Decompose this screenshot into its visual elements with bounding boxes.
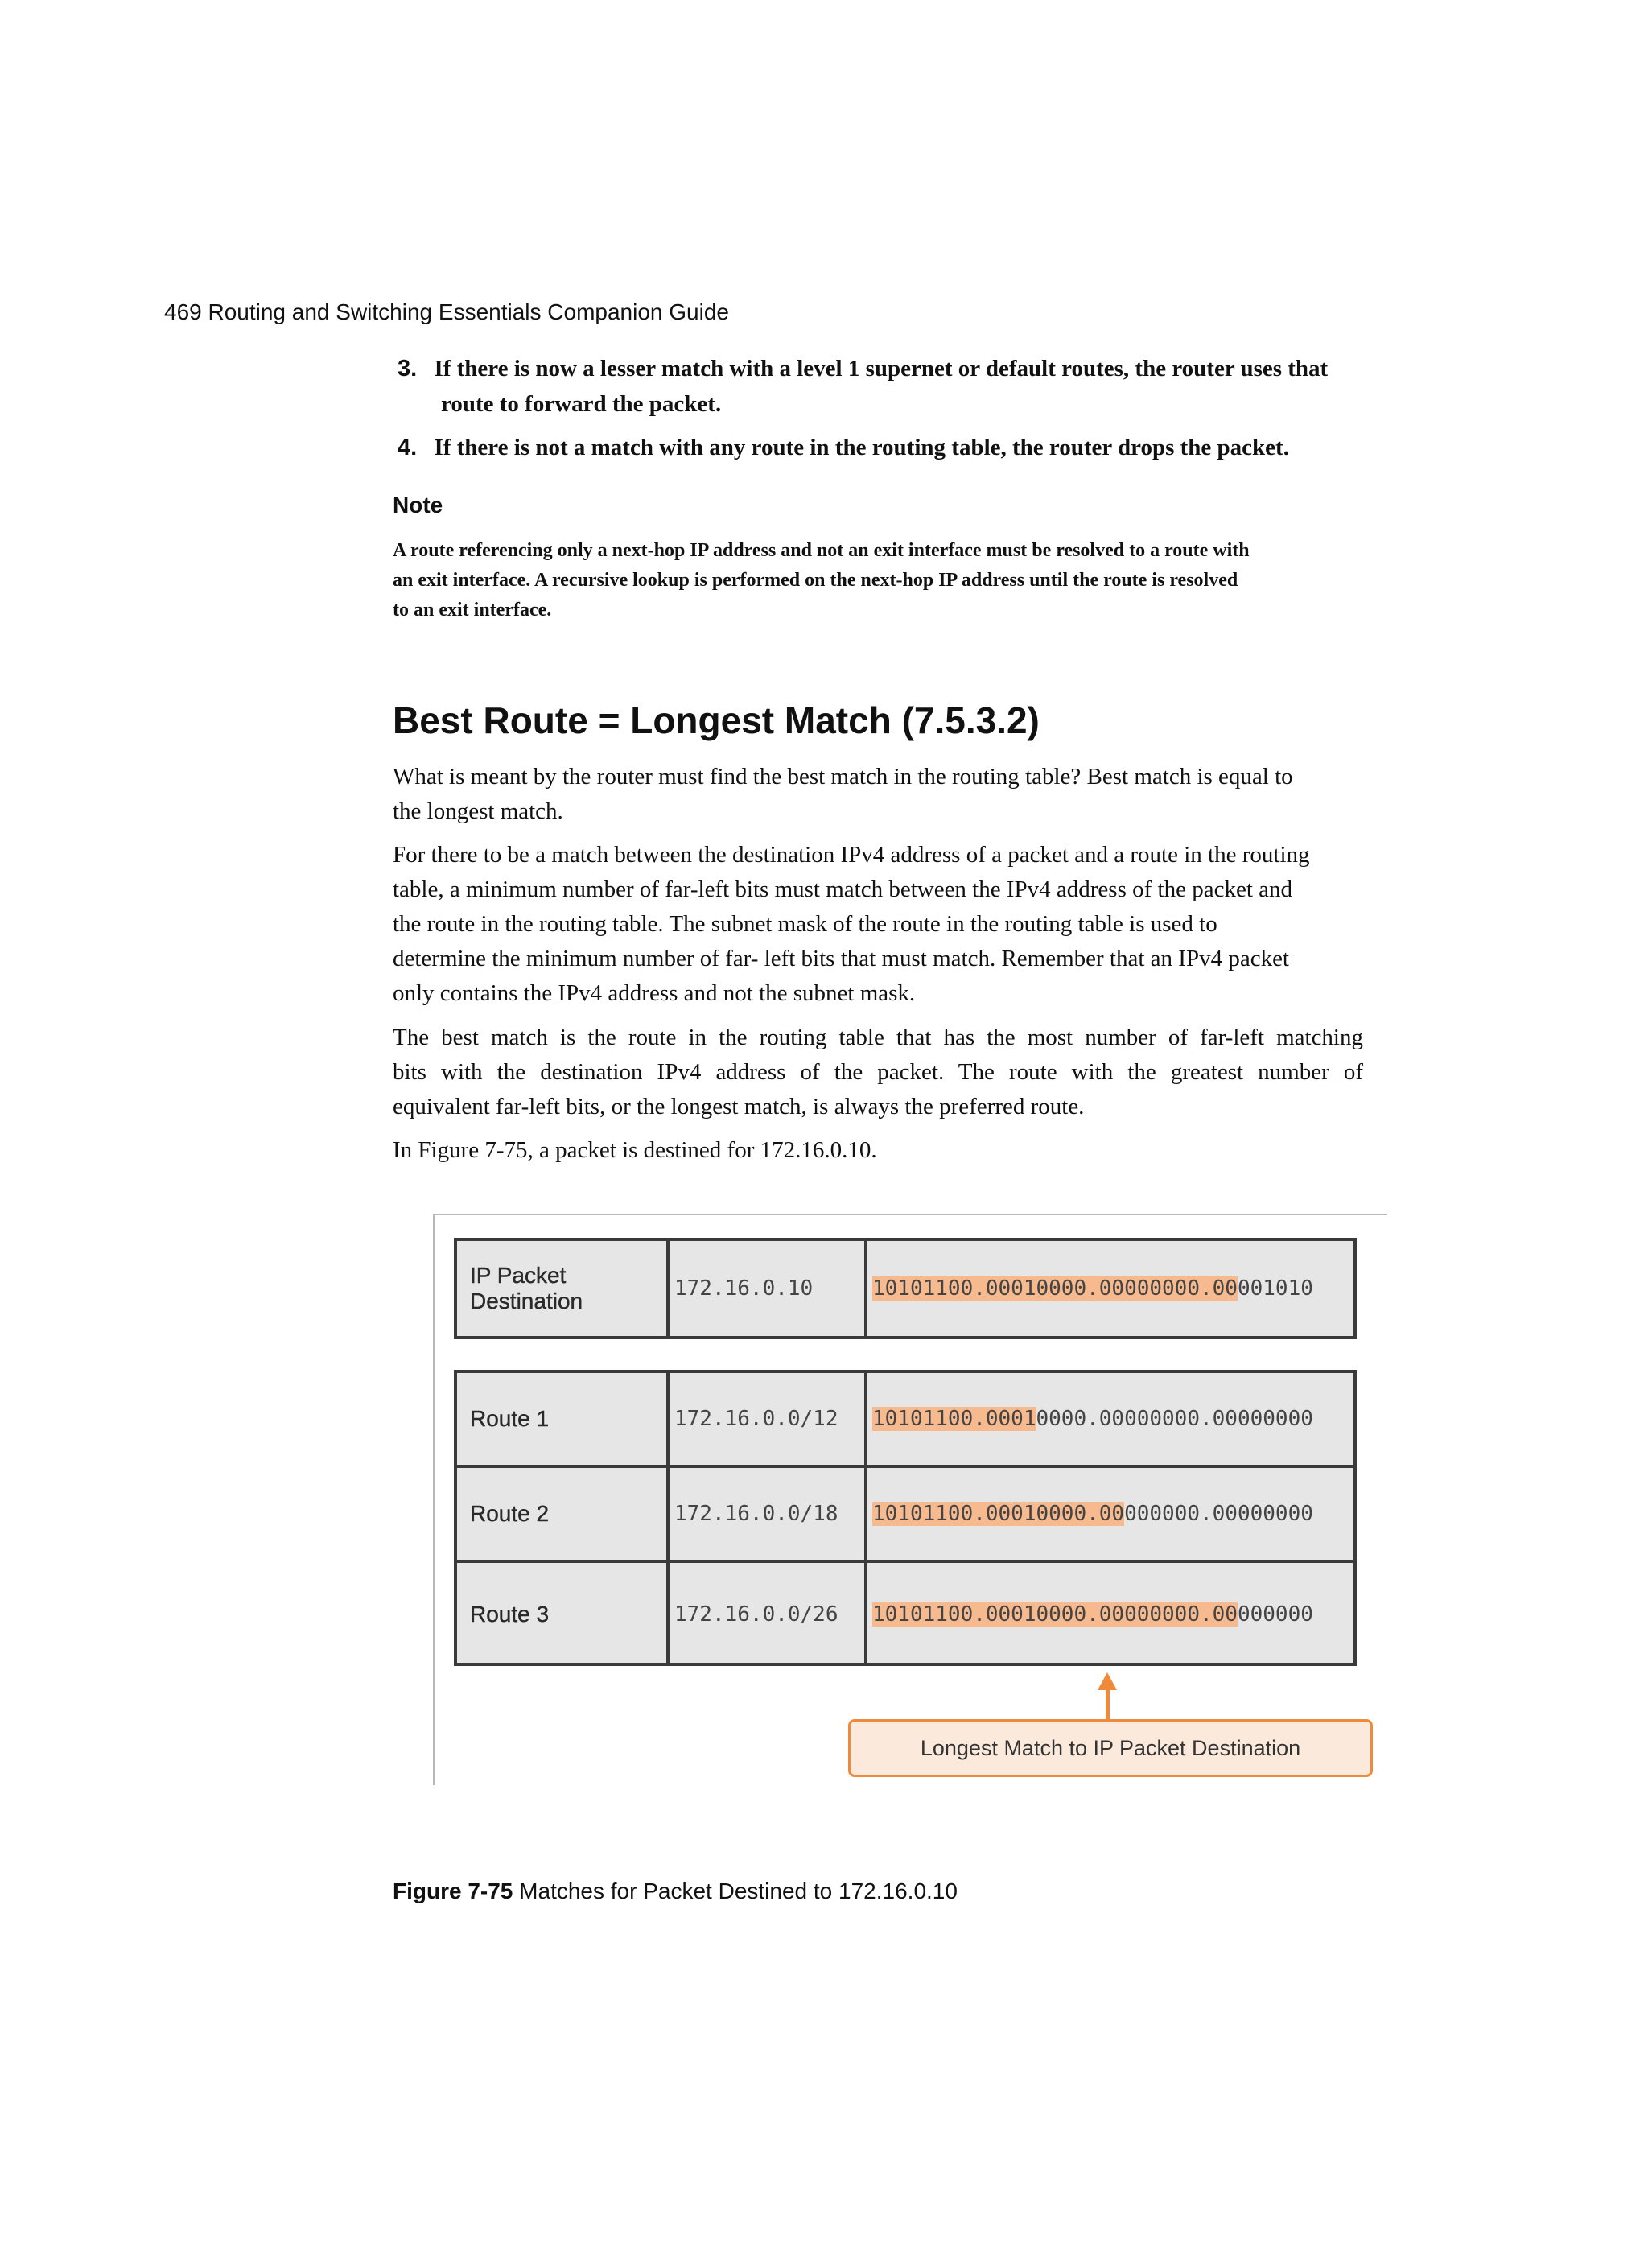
destination-label-line: IP Packet [470, 1263, 566, 1288]
route-row [457, 1373, 1353, 1465]
route-prefix: 172.16.0.0/12 [666, 1373, 864, 1465]
step-number: 4. [398, 435, 418, 460]
destination-address: 172.16.0.10 [666, 1238, 864, 1339]
step-4 [398, 430, 1289, 465]
step-3-continuation: route to forward the packet. [441, 391, 722, 417]
unmatched-bits: 000000.00000000 [1124, 1502, 1313, 1526]
matched-bits: 10101100.00010000.00000000.00 [872, 1602, 1238, 1627]
paragraph-line: For there to be a match between the destination IPv4 address of a packet and a route in the routing [393, 842, 1310, 868]
unmatched-bits: 001010 [1237, 1276, 1313, 1301]
arrow-shaft [1106, 1687, 1110, 1719]
paragraph-line: only contains the IPv4 address and not the subnet mask. [393, 980, 916, 1006]
route-bits [864, 1468, 1353, 1560]
paragraph-line: the longest match. [393, 798, 563, 824]
note-line: an exit interface. A recursive lookup is performed on the next-hop IP address until the route is resolved [393, 570, 1238, 591]
paragraph-2 [393, 838, 1399, 1011]
figure-caption-text: Matches for Packet Destined to 172.16.0.10 [513, 1878, 958, 1903]
destination-row [457, 1238, 1353, 1339]
note-line: to an exit interface. [393, 600, 552, 621]
destination-label-line: Destination [470, 1289, 583, 1313]
running-header: 469 Routing and Switching Essentials Companion Guide [164, 299, 729, 324]
destination-table [454, 1238, 1357, 1339]
route-row [457, 1560, 1353, 1666]
paragraph-3 [393, 1021, 1363, 1124]
paragraph-line: The best match is the route in the routing table that has the most number of far-left matching [393, 1025, 1363, 1050]
step-text: If there is now a lesser match with a level 1 supernet or default routes, the router uses that [434, 356, 1329, 381]
paragraph-line: bits with the destination IPv4 address of the packet. The route with the greatest number of [393, 1059, 1363, 1085]
section-heading: Best Route = Longest Match (7.5.3.2) [393, 699, 1040, 741]
note-body [393, 536, 1382, 625]
matched-bits: 10101100.00010000.00 [872, 1502, 1125, 1526]
routes-table [454, 1370, 1357, 1666]
paragraph-line: equivalent far-left bits, or the longest match, is always the preferred route. [393, 1094, 1085, 1120]
unmatched-bits: 0000.00000000.00000000 [1036, 1407, 1313, 1431]
route-prefix: 172.16.0.0/26 [666, 1563, 864, 1666]
figure-label: Figure 7-75 [393, 1878, 513, 1903]
note-title: Note [393, 493, 443, 518]
note-line: A route referencing only a next-hop IP address and not an exit interface must be resolved to a route with [393, 540, 1250, 561]
route-bits [864, 1373, 1353, 1465]
paragraph-1 [393, 760, 1399, 829]
paragraph-line: determine the minimum number of far- left bits that must match. Remember that an IPv4 packet [393, 946, 1289, 971]
longest-match-callout: Longest Match to IP Packet Destination [848, 1719, 1373, 1777]
destination-label [457, 1238, 666, 1339]
destination-bits [864, 1238, 1353, 1339]
paragraph-line: table, a minimum number of far-left bits must match between the IPv4 address of the packet and [393, 876, 1293, 902]
matched-bits: 10101100.00010000.00000000.00 [872, 1276, 1238, 1301]
route-label: Route 2 [470, 1501, 550, 1526]
paragraph-line: the route in the routing table. The subnet mask of the route in the routing table is used to [393, 911, 1217, 937]
paragraph-4 [393, 1133, 1399, 1168]
route-label: Route 3 [470, 1602, 550, 1627]
step-number: 3. [398, 356, 418, 381]
route-prefix: 172.16.0.0/18 [666, 1468, 864, 1560]
route-label: Route 1 [470, 1406, 550, 1431]
step-3 [398, 351, 1328, 386]
paragraph-line: What is meant by the router must find the best match in the routing table? Best match is equal to [393, 764, 1293, 790]
route-bits [864, 1563, 1353, 1666]
paragraph-line: In Figure 7-75, a packet is destined for 172.16.0.10. [393, 1137, 877, 1163]
matched-bits: 10101100.0001 [872, 1407, 1036, 1431]
unmatched-bits: 000000 [1237, 1602, 1313, 1627]
step-text: If there is not a match with any route in the routing table, the router drops the packet. [434, 435, 1289, 460]
figure-caption [393, 1878, 958, 1904]
route-row [457, 1465, 1353, 1560]
